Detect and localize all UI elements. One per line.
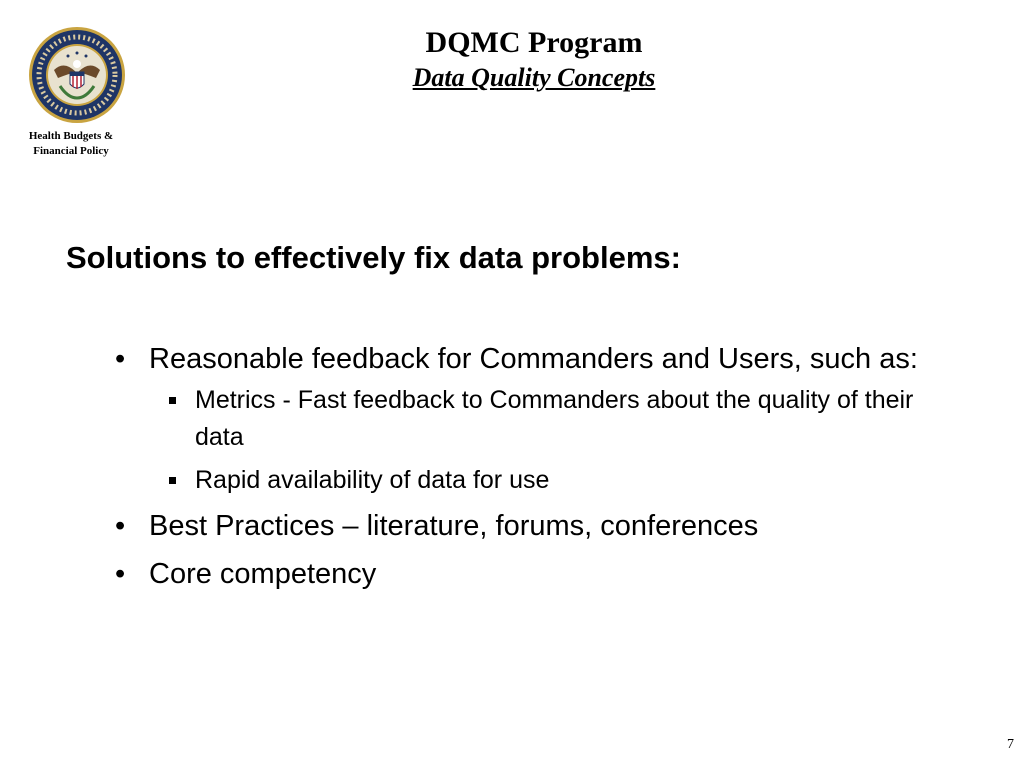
sub-list-item: [0, 382, 915, 456]
bullet-icon: •: [115, 510, 126, 542]
page-title: DQMC Program: [425, 26, 643, 59]
page-number: 7: [1007, 737, 1014, 752]
list-item: [0, 338, 939, 380]
list-item-text: Core competency: [149, 558, 377, 590]
list-item-text: Best Practices – literature, forums, conferences: [149, 510, 759, 542]
bullet-list: [0, 338, 1024, 595]
sub-list-item-text: Rapid availability of data for use: [195, 466, 550, 494]
page-subtitle: Data Quality Concepts: [412, 63, 656, 92]
list-item: [0, 505, 939, 547]
org-label: Health Budgets & Financial Policy: [28, 130, 114, 157]
bullet-icon: •: [115, 343, 126, 375]
sub-list-item-text: Metrics - Fast feedback to Commanders about the quality of their data: [195, 386, 914, 451]
section-heading: Solutions to effectively fix data problems:: [66, 240, 681, 275]
bullet-icon: •: [115, 558, 126, 590]
square-bullet-icon: [169, 477, 176, 484]
title-block: [0, 24, 1024, 94]
square-bullet-icon: [169, 397, 176, 404]
list-item: [0, 553, 939, 595]
list-item-text: Reasonable feedback for Commanders and Users, such as:: [149, 343, 918, 375]
sub-list-item: [0, 462, 915, 499]
